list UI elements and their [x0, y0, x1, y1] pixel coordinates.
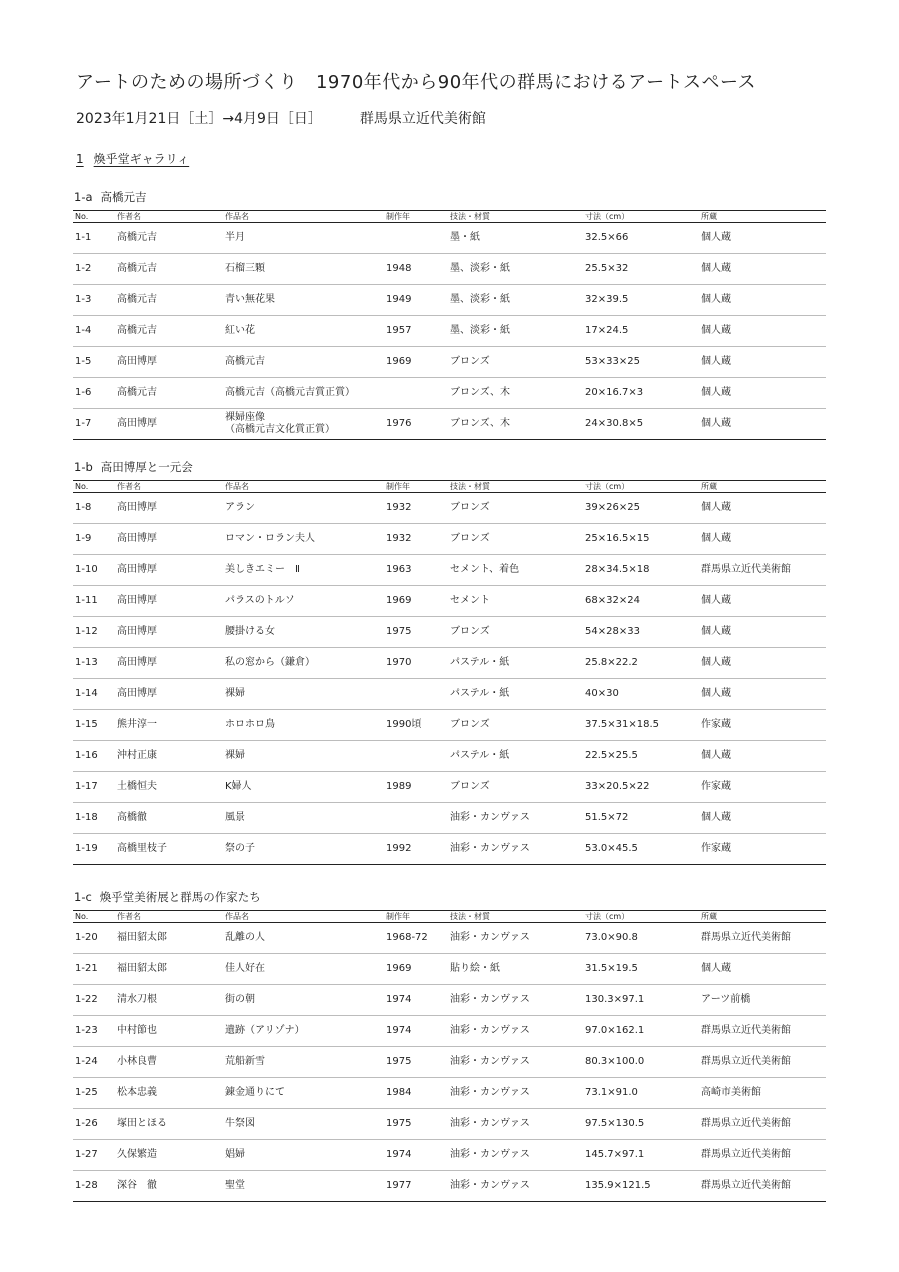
- cell-collection: 個人蔵: [699, 648, 826, 679]
- cell-medium: ブロンズ: [448, 347, 583, 378]
- cell-medium: パステル・紙: [448, 679, 583, 710]
- cell-no: 1-14: [73, 679, 115, 710]
- table-row: [73, 1171, 826, 1202]
- cell-title: 紅い花: [223, 316, 384, 347]
- cell-no: 1-4: [73, 316, 115, 347]
- cell-artist: 高田博厚: [115, 617, 223, 648]
- table-row: [73, 555, 826, 586]
- column-header-collection: 所蔵: [699, 911, 826, 923]
- cell-medium: 油彩・カンヴァス: [448, 1078, 583, 1109]
- cell-year: 1957: [384, 316, 448, 347]
- cell-title: 腰掛ける女: [223, 617, 384, 648]
- cell-size: 51.5×72: [583, 803, 699, 834]
- column-header-size: 寸法（cm）: [583, 211, 699, 223]
- cell-year: 1968-72: [384, 923, 448, 954]
- cell-size: 28×34.5×18: [583, 555, 699, 586]
- cell-collection: 個人蔵: [699, 524, 826, 555]
- exhibition-dates: [76, 108, 486, 128]
- cell-size: 130.3×97.1: [583, 985, 699, 1016]
- cell-size: 20×16.7×3: [583, 378, 699, 409]
- cell-title: ロマン・ロラン夫人: [223, 524, 384, 555]
- cell-medium: 油彩・カンヴァス: [448, 1140, 583, 1171]
- table-row: [73, 741, 826, 772]
- cell-artist: 高田博厚: [115, 409, 223, 440]
- cell-collection: 個人蔵: [699, 803, 826, 834]
- cell-size: 25.5×32: [583, 254, 699, 285]
- column-header-medium: 技法・材質: [448, 211, 583, 223]
- cell-medium: ブロンズ: [448, 617, 583, 648]
- column-header-year: 制作年: [384, 911, 448, 923]
- cell-artist: 高田博厚: [115, 347, 223, 378]
- table-row: [73, 316, 826, 347]
- table-row: [73, 1016, 826, 1047]
- cell-medium: 貼り絵・紙: [448, 954, 583, 985]
- table-row: [73, 985, 826, 1016]
- cell-medium: 油彩・カンヴァス: [448, 985, 583, 1016]
- table-row: [73, 409, 826, 440]
- cell-collection: 群馬県立近代美術館: [699, 1140, 826, 1171]
- section-heading: [76, 150, 189, 167]
- cell-year: [384, 223, 448, 254]
- cell-artist: 高橋元吉: [115, 378, 223, 409]
- cell-no: 1-6: [73, 378, 115, 409]
- column-header-title: 作品名: [223, 911, 384, 923]
- cell-size: 39×26×25: [583, 493, 699, 524]
- cell-artist: 深谷 徹: [115, 1171, 223, 1202]
- cell-size: 37.5×31×18.5: [583, 710, 699, 741]
- cell-no: 1-23: [73, 1016, 115, 1047]
- cell-year: 1969: [384, 347, 448, 378]
- works-table-1a: [73, 210, 826, 440]
- cell-title: 聖堂: [223, 1171, 384, 1202]
- table-row: [73, 347, 826, 378]
- table-row: [73, 254, 826, 285]
- cell-year: 1975: [384, 617, 448, 648]
- cell-artist: 高橋元吉: [115, 285, 223, 316]
- cell-title: 錬金通りにて: [223, 1078, 384, 1109]
- cell-artist: 松本忠義: [115, 1078, 223, 1109]
- table-row: [73, 378, 826, 409]
- column-header-collection: 所蔵: [699, 211, 826, 223]
- column-header-year: 制作年: [384, 481, 448, 493]
- cell-year: 1975: [384, 1109, 448, 1140]
- cell-medium: 油彩・カンヴァス: [448, 1016, 583, 1047]
- cell-no: 1-17: [73, 772, 115, 803]
- cell-no: 1-12: [73, 617, 115, 648]
- column-header-medium: 技法・材質: [448, 911, 583, 923]
- cell-year: [384, 803, 448, 834]
- cell-no: 1-15: [73, 710, 115, 741]
- cell-medium: ブロンズ: [448, 772, 583, 803]
- cell-medium: 油彩・カンヴァス: [448, 834, 583, 865]
- subsection-name: 高田博厚と一元会: [100, 460, 193, 474]
- cell-artist: 高田博厚: [115, 586, 223, 617]
- table-row: [73, 285, 826, 316]
- subsection-code: 1-b: [74, 460, 93, 474]
- cell-artist: 久保繁造: [115, 1140, 223, 1171]
- cell-no: 1-1: [73, 223, 115, 254]
- cell-artist: 小林良曹: [115, 1047, 223, 1078]
- cell-year: 1970: [384, 648, 448, 679]
- cell-collection: 個人蔵: [699, 409, 826, 440]
- cell-year: [384, 679, 448, 710]
- cell-size: 40×30: [583, 679, 699, 710]
- table-row: [73, 679, 826, 710]
- cell-collection: 作家蔵: [699, 710, 826, 741]
- cell-collection: 個人蔵: [699, 254, 826, 285]
- cell-title: パラスのトルソ: [223, 586, 384, 617]
- cell-collection: 高崎市美術館: [699, 1078, 826, 1109]
- cell-year: 1990頃: [384, 710, 448, 741]
- cell-size: 135.9×121.5: [583, 1171, 699, 1202]
- cell-artist: 高橋元吉: [115, 254, 223, 285]
- cell-collection: 個人蔵: [699, 586, 826, 617]
- subsection-name: 高橋元吉: [100, 190, 147, 204]
- cell-size: 73.0×90.8: [583, 923, 699, 954]
- cell-no: 1-5: [73, 347, 115, 378]
- column-header-artist: 作者名: [115, 481, 223, 493]
- cell-no: 1-7: [73, 409, 115, 440]
- table-row: [73, 954, 826, 985]
- cell-title: アラン: [223, 493, 384, 524]
- cell-artist: 沖村正康: [115, 741, 223, 772]
- cell-title: 裸婦: [223, 679, 384, 710]
- column-header-title: 作品名: [223, 211, 384, 223]
- table-row: [73, 1109, 826, 1140]
- table-row: [73, 834, 826, 865]
- works-table-1c: [73, 910, 826, 1202]
- cell-year: 1992: [384, 834, 448, 865]
- section-number: 1: [76, 152, 84, 166]
- cell-title: 風景: [223, 803, 384, 834]
- cell-no: 1-25: [73, 1078, 115, 1109]
- cell-title: 佳人好在: [223, 954, 384, 985]
- table-row: [73, 1078, 826, 1109]
- cell-year: 1974: [384, 985, 448, 1016]
- cell-size: 145.7×97.1: [583, 1140, 699, 1171]
- cell-artist: 高田博厚: [115, 524, 223, 555]
- cell-title: 高橋元吉: [223, 347, 384, 378]
- cell-size: 31.5×19.5: [583, 954, 699, 985]
- cell-size: 53×33×25: [583, 347, 699, 378]
- cell-title: 牛祭図: [223, 1109, 384, 1140]
- cell-collection: 個人蔵: [699, 285, 826, 316]
- table-row: [73, 1140, 826, 1171]
- column-header-year: 制作年: [384, 211, 448, 223]
- cell-size: 97.0×162.1: [583, 1016, 699, 1047]
- column-header-collection: 所蔵: [699, 481, 826, 493]
- cell-medium: ブロンズ: [448, 493, 583, 524]
- cell-collection: 群馬県立近代美術館: [699, 555, 826, 586]
- cell-artist: 福田貂太郎: [115, 954, 223, 985]
- cell-size: 53.0×45.5: [583, 834, 699, 865]
- cell-collection: 個人蔵: [699, 617, 826, 648]
- cell-year: 1974: [384, 1016, 448, 1047]
- cell-artist: 高橋元吉: [115, 223, 223, 254]
- cell-size: 33×20.5×22: [583, 772, 699, 803]
- cell-title: 美しきエミー Ⅱ: [223, 555, 384, 586]
- cell-size: 22.5×25.5: [583, 741, 699, 772]
- column-header-size: 寸法（cm）: [583, 911, 699, 923]
- subsection-heading-1c: [74, 889, 261, 905]
- cell-collection: 作家蔵: [699, 834, 826, 865]
- cell-artist: 高田博厚: [115, 648, 223, 679]
- cell-artist: 中村節也: [115, 1016, 223, 1047]
- table-row: [73, 772, 826, 803]
- cell-title: 荒船新雪: [223, 1047, 384, 1078]
- cell-size: 24×30.8×5: [583, 409, 699, 440]
- table-row: [73, 710, 826, 741]
- cell-no: 1-3: [73, 285, 115, 316]
- cell-artist: 福田貂太郎: [115, 923, 223, 954]
- cell-title: K婦人: [223, 772, 384, 803]
- cell-title: 私の窓から（鎌倉）: [223, 648, 384, 679]
- cell-year: 1969: [384, 586, 448, 617]
- table-row: [73, 923, 826, 954]
- works-table-1b: [73, 480, 826, 865]
- cell-collection: 個人蔵: [699, 378, 826, 409]
- cell-medium: ブロンズ: [448, 524, 583, 555]
- cell-year: 1969: [384, 954, 448, 985]
- cell-collection: 個人蔵: [699, 223, 826, 254]
- table-row: [73, 803, 826, 834]
- table-row: [73, 648, 826, 679]
- cell-artist: 高橋徹: [115, 803, 223, 834]
- cell-collection: 個人蔵: [699, 347, 826, 378]
- cell-medium: 油彩・カンヴァス: [448, 803, 583, 834]
- cell-year: [384, 378, 448, 409]
- cell-year: 1932: [384, 493, 448, 524]
- subsection-code: 1-a: [74, 190, 93, 204]
- cell-no: 1-22: [73, 985, 115, 1016]
- cell-no: 1-18: [73, 803, 115, 834]
- cell-no: 1-26: [73, 1109, 115, 1140]
- cell-no: 1-9: [73, 524, 115, 555]
- cell-size: 32.5×66: [583, 223, 699, 254]
- cell-medium: 墨・紙: [448, 223, 583, 254]
- cell-artist: 土橋恒夫: [115, 772, 223, 803]
- cell-no: 1-19: [73, 834, 115, 865]
- cell-medium: 墨、淡彩・紙: [448, 316, 583, 347]
- cell-collection: 個人蔵: [699, 679, 826, 710]
- column-header-no: No.: [73, 481, 115, 493]
- cell-collection: 個人蔵: [699, 493, 826, 524]
- cell-medium: 墨、淡彩・紙: [448, 285, 583, 316]
- cell-no: 1-11: [73, 586, 115, 617]
- cell-medium: ブロンズ、木: [448, 409, 583, 440]
- cell-title: 裸婦: [223, 741, 384, 772]
- cell-title: 祭の子: [223, 834, 384, 865]
- cell-medium: ブロンズ、木: [448, 378, 583, 409]
- cell-collection: アーツ前橋: [699, 985, 826, 1016]
- cell-title: ホロホロ鳥: [223, 710, 384, 741]
- cell-artist: 高田博厚: [115, 679, 223, 710]
- cell-title: 青い無花果: [223, 285, 384, 316]
- page-title: アートのための場所づくり 1970年代から90年代の群馬におけるアートスペース: [76, 72, 757, 93]
- cell-collection: 個人蔵: [699, 316, 826, 347]
- cell-medium: 油彩・カンヴァス: [448, 1109, 583, 1140]
- cell-year: 1976: [384, 409, 448, 440]
- exhibition-venue: 群馬県立近代美術館: [359, 111, 486, 127]
- table-row: [73, 1047, 826, 1078]
- column-header-size: 寸法（cm）: [583, 481, 699, 493]
- cell-year: [384, 741, 448, 772]
- cell-title: 乱離の人: [223, 923, 384, 954]
- cell-size: 25.8×22.2: [583, 648, 699, 679]
- cell-medium: 油彩・カンヴァス: [448, 1047, 583, 1078]
- cell-year: 1963: [384, 555, 448, 586]
- cell-title: 街の朝: [223, 985, 384, 1016]
- cell-artist: 高田博厚: [115, 493, 223, 524]
- cell-artist: 清水刀根: [115, 985, 223, 1016]
- cell-medium: パステル・紙: [448, 741, 583, 772]
- table-row: [73, 524, 826, 555]
- table-row: [73, 586, 826, 617]
- table-row: [73, 223, 826, 254]
- cell-collection: 群馬県立近代美術館: [699, 923, 826, 954]
- cell-no: 1-24: [73, 1047, 115, 1078]
- column-header-title: 作品名: [223, 481, 384, 493]
- cell-title: 裸婦座像 （高橋元吉文化賞正賞）: [223, 409, 384, 440]
- cell-no: 1-10: [73, 555, 115, 586]
- cell-size: 54×28×33: [583, 617, 699, 648]
- cell-medium: パステル・紙: [448, 648, 583, 679]
- column-header-artist: 作者名: [115, 911, 223, 923]
- cell-size: 32×39.5: [583, 285, 699, 316]
- cell-title: 半月: [223, 223, 384, 254]
- cell-year: 1948: [384, 254, 448, 285]
- cell-collection: 群馬県立近代美術館: [699, 1171, 826, 1202]
- cell-no: 1-16: [73, 741, 115, 772]
- cell-title: 高橋元吉（高橋元吉賞正賞）: [223, 378, 384, 409]
- cell-medium: 油彩・カンヴァス: [448, 1171, 583, 1202]
- subsection-code: 1-c: [74, 890, 92, 904]
- cell-size: 25×16.5×15: [583, 524, 699, 555]
- cell-no: 1-13: [73, 648, 115, 679]
- cell-collection: 作家蔵: [699, 772, 826, 803]
- cell-no: 1-27: [73, 1140, 115, 1171]
- cell-collection: 個人蔵: [699, 741, 826, 772]
- cell-year: 1974: [384, 1140, 448, 1171]
- cell-medium: セメント、着色: [448, 555, 583, 586]
- cell-year: 1949: [384, 285, 448, 316]
- column-header-no: No.: [73, 211, 115, 223]
- cell-artist: 塚田とほる: [115, 1109, 223, 1140]
- column-header-medium: 技法・材質: [448, 481, 583, 493]
- subsection-heading-1a: [74, 189, 147, 205]
- subsection-heading-1b: [74, 459, 193, 475]
- cell-size: 80.3×100.0: [583, 1047, 699, 1078]
- cell-title: 石榴三顆: [223, 254, 384, 285]
- table-row: [73, 617, 826, 648]
- cell-collection: 群馬県立近代美術館: [699, 1016, 826, 1047]
- section-name: 煥乎堂ギャラリィ: [93, 152, 190, 166]
- cell-medium: 油彩・カンヴァス: [448, 923, 583, 954]
- cell-title: 遺跡（アリゾナ）: [223, 1016, 384, 1047]
- subsection-name: 煥乎堂美術展と群馬の作家たち: [99, 890, 261, 904]
- cell-collection: 群馬県立近代美術館: [699, 1109, 826, 1140]
- table-row: [73, 493, 826, 524]
- cell-artist: 高田博厚: [115, 555, 223, 586]
- cell-collection: 群馬県立近代美術館: [699, 1047, 826, 1078]
- cell-size: 68×32×24: [583, 586, 699, 617]
- cell-year: 1989: [384, 772, 448, 803]
- cell-size: 97.5×130.5: [583, 1109, 699, 1140]
- column-header-no: No.: [73, 911, 115, 923]
- cell-no: 1-28: [73, 1171, 115, 1202]
- cell-year: 1977: [384, 1171, 448, 1202]
- cell-medium: セメント: [448, 586, 583, 617]
- cell-size: 73.1×91.0: [583, 1078, 699, 1109]
- cell-year: 1932: [384, 524, 448, 555]
- cell-artist: 熊井淳一: [115, 710, 223, 741]
- cell-medium: ブロンズ: [448, 710, 583, 741]
- cell-year: 1984: [384, 1078, 448, 1109]
- cell-size: 17×24.5: [583, 316, 699, 347]
- cell-no: 1-8: [73, 493, 115, 524]
- cell-no: 1-20: [73, 923, 115, 954]
- cell-collection: 個人蔵: [699, 954, 826, 985]
- cell-artist: 高橋元吉: [115, 316, 223, 347]
- cell-title: 娼婦: [223, 1140, 384, 1171]
- cell-artist: 高橋里枝子: [115, 834, 223, 865]
- cell-year: 1975: [384, 1047, 448, 1078]
- cell-no: 1-21: [73, 954, 115, 985]
- column-header-artist: 作者名: [115, 211, 223, 223]
- cell-no: 1-2: [73, 254, 115, 285]
- cell-medium: 墨、淡彩・紙: [448, 254, 583, 285]
- exhibition-period: 2023年1月21日［土］→4月9日［日］: [76, 111, 322, 127]
